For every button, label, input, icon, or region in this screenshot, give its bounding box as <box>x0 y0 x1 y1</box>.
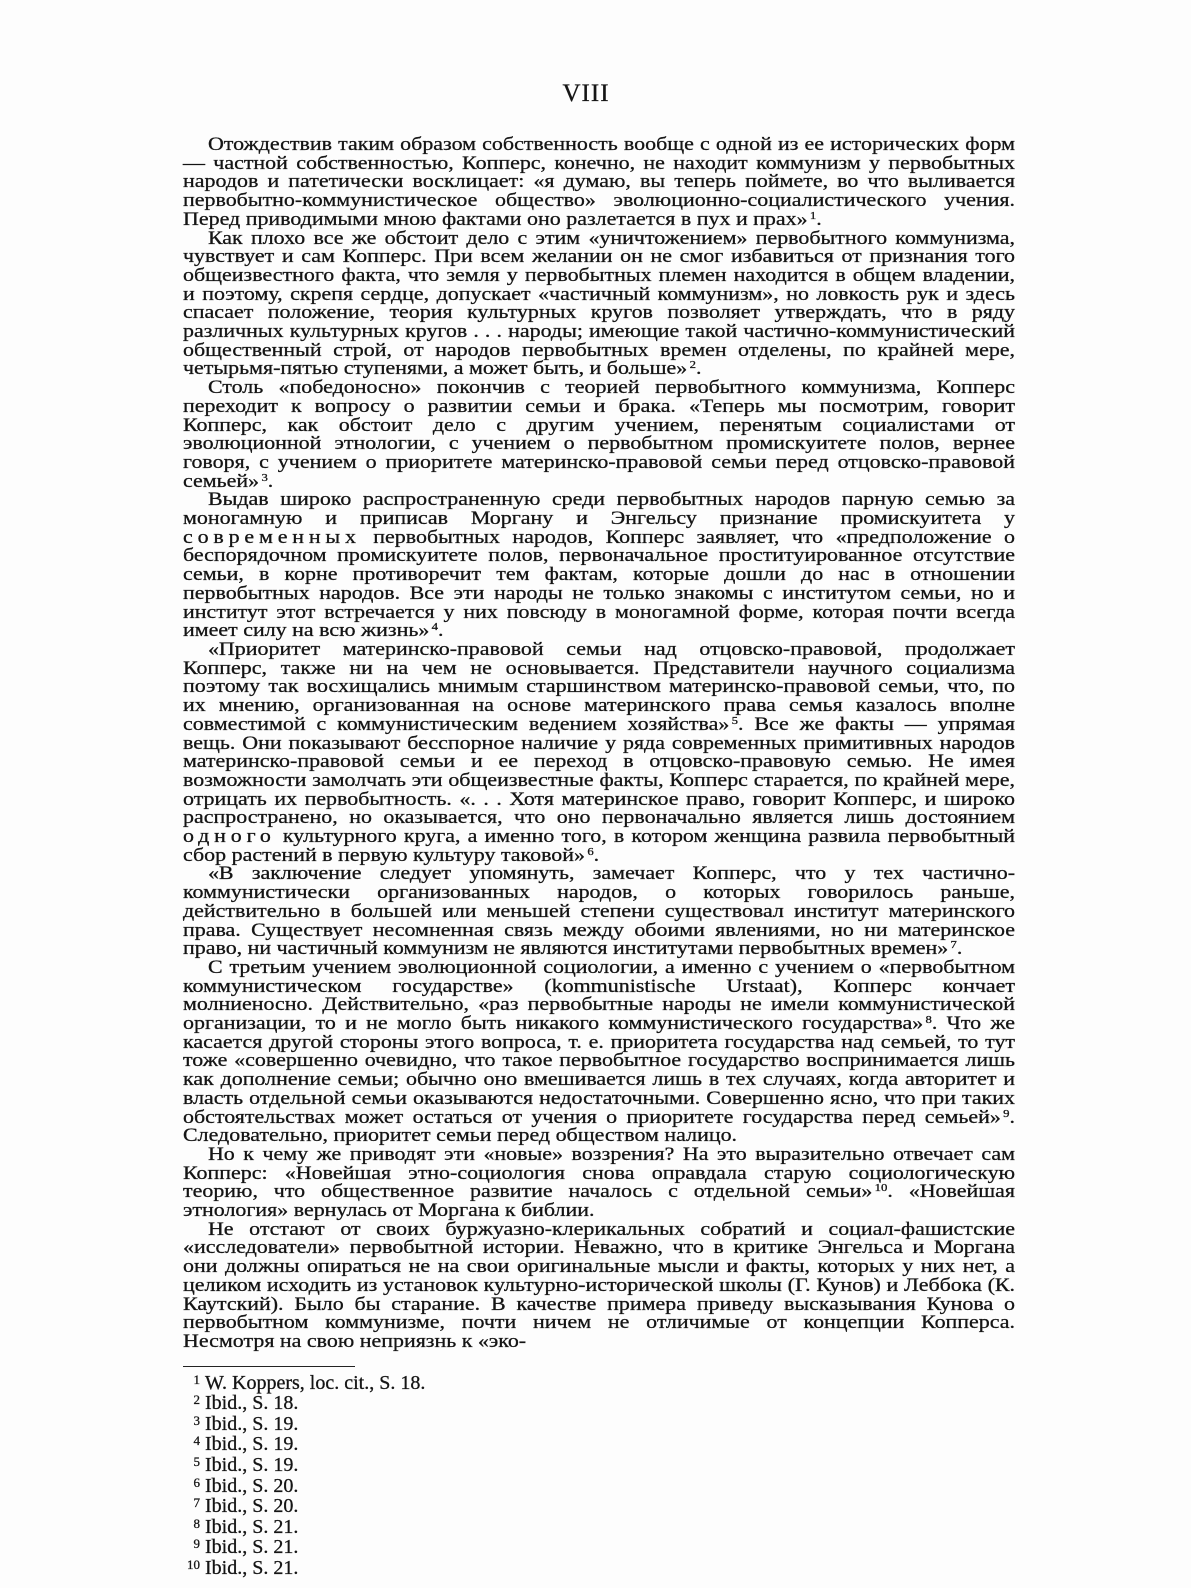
paragraph <box>183 638 1016 866</box>
text-run: Но к чему же приводят эти «новые» воззрения? На это выразительно отвечает сам Копперс: «Новейшая этно-социология снова оправдала старую социологическую теорию, что общественное развитие началось с отдельной семьи» <box>183 1143 1016 1203</box>
footnote-text: Ibid., S. 21. <box>205 1557 299 1580</box>
footnote-text: Ibid., S. 19. <box>205 1412 299 1435</box>
text-run: Столь «победоносно» покончив с теорией первобытного коммунизма, Копперс переходит к вопросу о развитии семьи и брака. «Теперь мы посмотрим, говорит Копперс, как обстоит дело с другим учением, перенятым социалистами от эволюционной этнологии, с учением о первобытном промискуитете полов, вернее говоря, с учением о приоритете материнско-правовой семьи перед отцовско-правовой семьей» <box>183 377 1016 492</box>
text-run: Выдав широко распространенную среди первобытных народов парную семью за моногамную и приписав Моргану и Энгельсу признание промискуитета у <box>183 489 1016 530</box>
footnote-number: 3 <box>193 1412 200 1428</box>
footnotes <box>183 1373 1015 1579</box>
footnote-ref: 10 <box>874 1182 888 1195</box>
text-run: . Все же факты — упрямая вещь. Они показывают бесспорное наличие у ряда современных примитивных народов материнско-правовой семьи и ее переход в отцовско-правовую семью. Не имея возможности замолчать эти общеизвестные факты, Копперс старается, по крайней мере, отрицать их первобытность. «. . . Хотя материнское право, говорит Копперс, и широко распространено, но оказывается, что оно первоначально является лишь достоянием <box>183 713 1016 829</box>
text-run: . <box>267 470 274 492</box>
footnote-rule <box>183 1366 355 1367</box>
paragraph <box>183 379 1015 491</box>
text-run: . <box>816 208 822 230</box>
footnote-ref: 8 <box>925 1014 932 1027</box>
footnote-text: Ibid., S. 19. <box>205 1433 299 1456</box>
spaced-emphasis: одного <box>183 826 276 848</box>
footnote-number: 10 <box>187 1557 200 1573</box>
text-run: Не отстают от своих буржуазно-клерикальных собратий и социал-фашистские «исследователи» первобытной истории. Неважно, что в критике Энгельса и Моргана они должны опираться не на свои оригинальные мысли и факты, которых у них нет, а целиком исходить из установок культурно-исторической школы (Г. Кунов) и Леббока (К. Каутский). Было бы старание. В качестве примера приведу высказывания Кунова о первобытном коммунизме, почти ничем не отличимые от концепции Копперса. Несмотря на свою неприязнь к «эко- <box>183 1218 1016 1352</box>
footnote-number: 5 <box>193 1454 200 1470</box>
footnote <box>183 1517 1015 1538</box>
page-content <box>183 136 1015 1579</box>
text-run: первобытных народов, Копперс заявляет, что «предположение о беспорядочном промискуитете полов, первоначальное проституированное отсутствие семьи, в корне противоречит тем фактам, которые дошли до нас в отношении первобытных народов. Все эти народы не только знакомы с институтом семьи, но и институт этот встречается у них повсюду в моногамной форме, которая почти всегда имеет силу на всю жизнь» <box>183 526 1016 642</box>
footnote <box>183 1476 1015 1497</box>
footnote <box>183 1373 1015 1394</box>
footnote-text: Ibid., S. 18. <box>205 1392 299 1415</box>
text-run: Отождествив таким образом собственность вообще с одной из ее исторических форм — частной собственностью, Копперс, конечно, не находит коммунизм у первобытных народов и патетически восклицает: «я думаю, вы теперь поймете, во что выливается первобытно-коммунистическое общество» эволюционно-социалистического учения. Перед приводимыми мною фактами оно разлетается в пух и прах» <box>183 134 1016 230</box>
spaced-emphasis: современных <box>183 526 361 548</box>
footnote-ref: 6 <box>587 845 594 858</box>
footnote-ref: 4 <box>431 621 439 634</box>
footnote-ref: 5 <box>731 714 738 727</box>
footnote-number: 8 <box>193 1515 200 1531</box>
footnote-number: 9 <box>193 1536 200 1552</box>
text-run: Как плохо все же обстоит дело с этим «уничтожением» первобытного коммунизма, чувствует и сам Копперс. При всем желании он не смог избавиться от признания того общеизвестного факта, что земля у первобытных племен находится в общем владении, и поэтому, скрепя сердце, допускает «частичный коммунизм», но ловкость рук и здесь спасает положение, теория культурных кругов позволяет утверждать, что в ряду различных культурных кругов . . . народы; имеющие такой частично-коммунистический общественный строй, от народов первобытных времен отделены, по крайней мере, четырьмя-пятью ступенями, а может быть, и больше» <box>183 227 1016 380</box>
text-run: С третьим учением эволюционной социологии, а именно с учением о «первобытном коммунистическом государстве» (kommunistische Urstaat), Копперс кончает молниеносно. Действительно, «раз первобытные народы не имели коммунистической организации, то и не могло быть никакого коммунистического государства» <box>183 956 1016 1035</box>
page-number: VIII <box>562 80 610 107</box>
text-run: культурного круга, а именно того, в котором женщина развила первобытный сбор растений в первую культуру таковой» <box>183 826 1016 866</box>
text-run: . Что же касается другой стороны этого вопроса, т. е. приоритета государства над семьей, то тут тоже «совершенно очевидно, что такое первобытное государство воспринимается лишь как дополнение семьи; обычно оно вмешивается лишь в тех случаях, когда авторитет и власть отдельной семьи оказываются недостаточными. Совершенно ясно, что при таких обстоятельствах может остаться от учения о приоритете государства перед семьей» <box>183 1013 1016 1128</box>
footnote <box>183 1496 1015 1517</box>
text-run: «Приоритет материнско-правовой семьи над отцовско-правовой, продолжает Копперс, также ни на чем не основывается. Представители научного социализма поэтому так восхищались мнимым старшинством материнско-правовой семьи, что, по их мнению, организованная на основе материнского права семья казалось вполне совместимой с коммунистическим ведением хозяйства» <box>183 638 1016 735</box>
text-run: . <box>438 620 444 642</box>
text-run: . <box>956 938 963 960</box>
footnote-ref: 1 <box>809 209 817 222</box>
footnote <box>183 1455 1015 1476</box>
footnote <box>183 1537 1015 1558</box>
text-run: . Следовательно, приоритет семьи перед обществом налицо. <box>183 1106 1016 1147</box>
footnote-ref: 2 <box>689 359 696 372</box>
footnote-text: Ibid., S. 21. <box>205 1536 299 1559</box>
text-run: . <box>593 844 600 866</box>
paragraph <box>183 227 1016 380</box>
footnote-ref: 9 <box>1003 1107 1010 1120</box>
footnote-text: Ibid., S. 20. <box>205 1474 299 1497</box>
footnote-number: 1 <box>193 1371 200 1387</box>
text-run: . <box>695 358 702 380</box>
paragraph <box>183 865 1015 959</box>
footnote-number: 7 <box>193 1495 200 1511</box>
paragraph <box>183 491 1015 641</box>
text-run: . «Новейшая этнология» вернулась от Моргана к библии. <box>183 1181 1016 1222</box>
footnote-ref: 7 <box>950 939 957 952</box>
footnote-number: 2 <box>193 1392 200 1408</box>
footnote-number: 6 <box>193 1474 200 1490</box>
footnote-text: W. Koppers, loc. cit., S. 18. <box>205 1371 426 1394</box>
footnote-ref: 3 <box>261 471 268 484</box>
body-text <box>183 136 1015 1352</box>
text-run: «В заключение следует упомянуть, замечает Копперс, что у тех частично-коммунистически организованных народов, о которых говорилось раньше, действительно в большей или меньшей степени существовал институт материнского права. Существует несомненная связь между обоими явлениями, но ни материнское право, ни частичный коммунизм не являются институтами первобытных времен» <box>183 863 1016 960</box>
footnote-text: Ibid., S. 19. <box>205 1454 299 1477</box>
footnote <box>183 1414 1015 1435</box>
paragraph <box>183 1218 1016 1352</box>
paragraph <box>183 1143 1016 1222</box>
footnote <box>183 1434 1015 1455</box>
footnote <box>183 1393 1015 1414</box>
footnote-number: 4 <box>193 1433 200 1449</box>
footnote-text: Ibid., S. 21. <box>205 1515 299 1538</box>
footnote <box>183 1558 1015 1579</box>
paragraph <box>183 956 1016 1147</box>
paragraph <box>183 136 1015 230</box>
footnote-text: Ibid., S. 20. <box>205 1495 299 1518</box>
